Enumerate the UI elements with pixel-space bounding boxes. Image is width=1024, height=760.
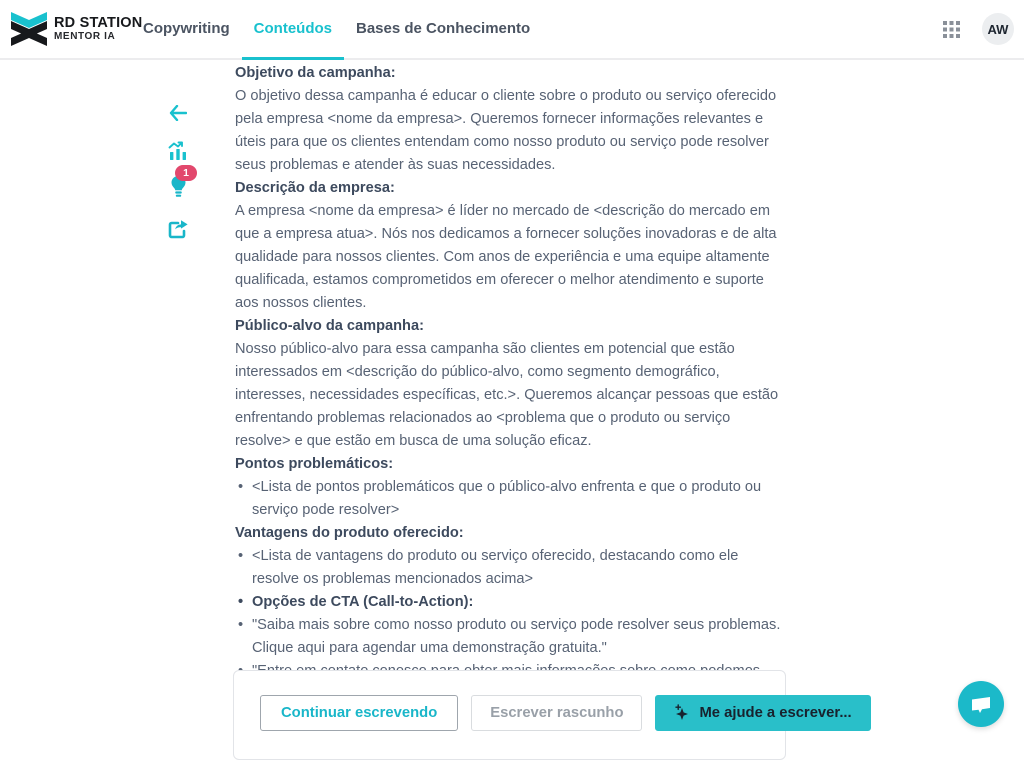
analytics-button[interactable] — [163, 138, 193, 164]
write-draft-button[interactable]: Escrever rascunho — [471, 695, 642, 731]
back-button[interactable] — [163, 100, 193, 126]
ideas-button[interactable] — [163, 167, 193, 200]
user-avatar[interactable]: AW — [982, 13, 1014, 45]
content-bullet: • "Saiba mais sobre como nosso produto ou serviço pode resolver seus problemas. Clique aqui para agendar uma demonstração gratuita." — [235, 614, 786, 660]
rd-station-logo-icon — [10, 11, 48, 47]
chat-bubble-icon — [969, 693, 993, 715]
ideas-badge: 1 — [175, 165, 197, 181]
continue-writing-button[interactable]: Continuar escrevendo — [260, 695, 458, 731]
content-bullet-heading: • Opções de CTA (Call-to-Action): — [235, 591, 786, 614]
editor-content[interactable] — [235, 62, 786, 706]
content-heading: Descrição da empresa: — [235, 180, 395, 196]
analytics-chart-icon — [168, 141, 188, 161]
help-me-write-label: Me ajude a escrever... — [699, 705, 852, 721]
tab-conteudos[interactable]: Conteúdos — [242, 0, 344, 60]
tab-bases-de-conhecimento[interactable]: Bases de Conhecimento — [356, 20, 531, 37]
apps-grid-icon[interactable] — [943, 21, 960, 38]
content-heading: Público-alvo da campanha: — [235, 318, 424, 334]
share-export-icon — [168, 219, 189, 239]
content-heading: Vantagens do produto oferecido: — [235, 525, 464, 541]
sparkles-icon — [674, 704, 690, 722]
editor-action-bar — [233, 670, 852, 760]
content-heading: Pontos problemáticos: — [235, 456, 394, 472]
content-paragraph: A empresa <nome da empresa> é líder no mercado de <descrição do mercado em que a empresa atua>. Nós nos dedicamos a fornecer soluções inovadoras e de alta qualidade para nossos clientes. Com anos de experiência e uma equipe altamente qualificada, estamos comprometidos em oferecer o melhor atendimento e suporte aos nossos clientes. — [235, 203, 777, 311]
content-paragraph: O objetivo dessa campanha é educar o cliente sobre o produto ou serviço oferecido pela empresa <nome da empresa>. Queremos fornecer informações relevantes e úteis para que os clientes entendam como nosso produto ou serviço pode resolver seus problemas e atender às suas necessidades. — [235, 88, 777, 173]
main-tabs — [131, 0, 542, 60]
help-me-write-button[interactable] — [655, 695, 870, 731]
content-paragraph: Nosso público-alvo para essa campanha são clientes em potencial que estão interessados em <descrição do público-alvo, como segmento demográfico, interesses, necessidades específicas, etc.>. Queremos alcançar pessoas que estão enfrentando problemas relacionados ao <problema que o produto ou serviço resolve> e que estão em busca de uma solução eficaz. — [235, 341, 779, 449]
tab-copywriting[interactable]: Copywriting — [143, 20, 230, 37]
chat-launcher-button[interactable] — [958, 681, 1004, 727]
header-right — [943, 0, 1024, 58]
content-bullet: • <Lista de pontos problemáticos que o público-alvo enfrenta e que o produto ou serviço pode resolver> — [235, 476, 786, 522]
brand-line2: MENTOR IA — [54, 31, 116, 43]
brand-text — [54, 16, 142, 43]
back-arrow-icon — [169, 105, 187, 121]
content-bullet: • <Lista de vantagens do produto ou serviço oferecido, destacando como ele resolve os problemas mencionados acima> — [235, 545, 786, 591]
top-navbar — [0, 0, 1024, 60]
brand-logo[interactable] — [0, 0, 143, 58]
share-button[interactable] — [163, 216, 193, 242]
brand-line1: RD STATION — [54, 14, 143, 31]
content-heading: Objetivo da campanha: — [235, 65, 396, 81]
